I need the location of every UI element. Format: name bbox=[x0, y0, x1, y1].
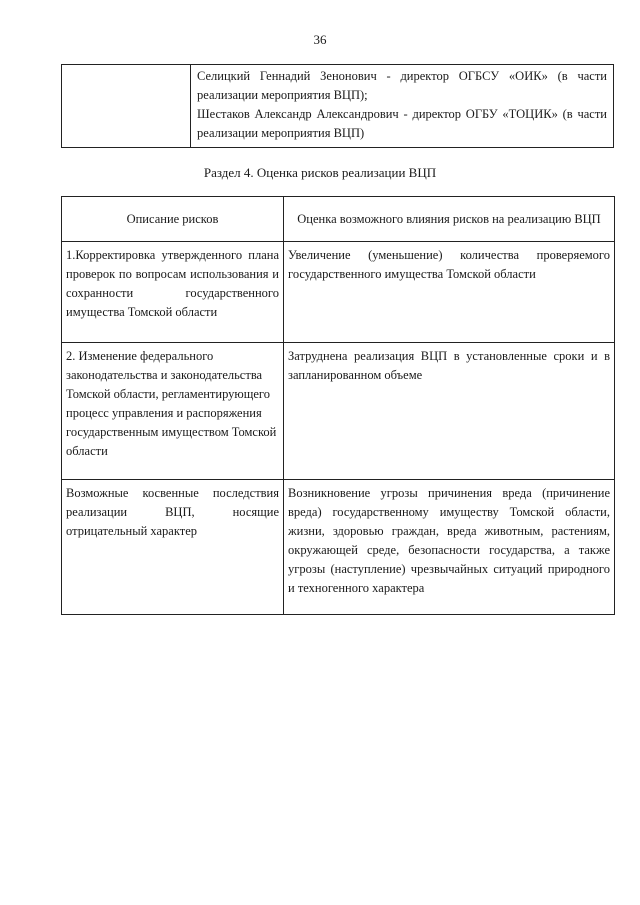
empty-left-cell bbox=[62, 65, 191, 148]
risk-description-cell: 1.Корректировка утвержденного плана проверок по вопросам использования и сохранности государственного имущества Томской области bbox=[62, 242, 284, 343]
table-row bbox=[62, 480, 615, 615]
risk-description-cell: Возможные косвенные последствия реализации ВЦП, носящие отрицательный характер bbox=[62, 480, 284, 615]
responsible-persons-cell bbox=[191, 65, 614, 148]
responsible-person-line: Селицкий Геннадий Зенонович - директор ОГБСУ «ОИК» (в части реализации мероприятия ВЦП); bbox=[197, 69, 607, 102]
risk-description-cell: 2. Изменение федерального законодательства и законодательства Томской области, регламентирующего процесс управления и распоряжения государственным имуществом Томской области bbox=[62, 343, 284, 480]
table-row bbox=[62, 242, 615, 343]
risks-table bbox=[61, 196, 615, 615]
table-row bbox=[62, 343, 615, 480]
responsible-persons-table bbox=[61, 64, 614, 148]
risk-impact-cell: Возникновение угрозы причинения вреда (причинение вреда) государственному имуществу Томской области, жизни, здоровью граждан, вреда животным, растениям, окружающей среде, безопасности государства, а также угрозы (наступление) чрезвычайных ситуаций природного и техногенного характера bbox=[284, 480, 615, 615]
risk-impact-cell: Увеличение (уменьшение) количества проверяемого государственного имущества Томской области bbox=[284, 242, 615, 343]
risk-impact-cell: Затруднена реализация ВЦП в установленные сроки и в запланированном объеме bbox=[284, 343, 615, 480]
table-row bbox=[62, 65, 614, 148]
section-title: Раздел 4. Оценка рисков реализации ВЦП bbox=[203, 165, 437, 180]
page-number: 36 bbox=[313, 32, 327, 47]
table-header-row bbox=[62, 197, 615, 242]
column-header-description: Описание рисков bbox=[62, 197, 284, 242]
responsible-person-line: Шестаков Александр Александрович - директор ОГБУ «ТОЦИК» (в части реализации мероприятия ВЦП) bbox=[197, 107, 607, 140]
column-header-impact: Оценка возможного влияния рисков на реализацию ВЦП bbox=[284, 197, 615, 242]
